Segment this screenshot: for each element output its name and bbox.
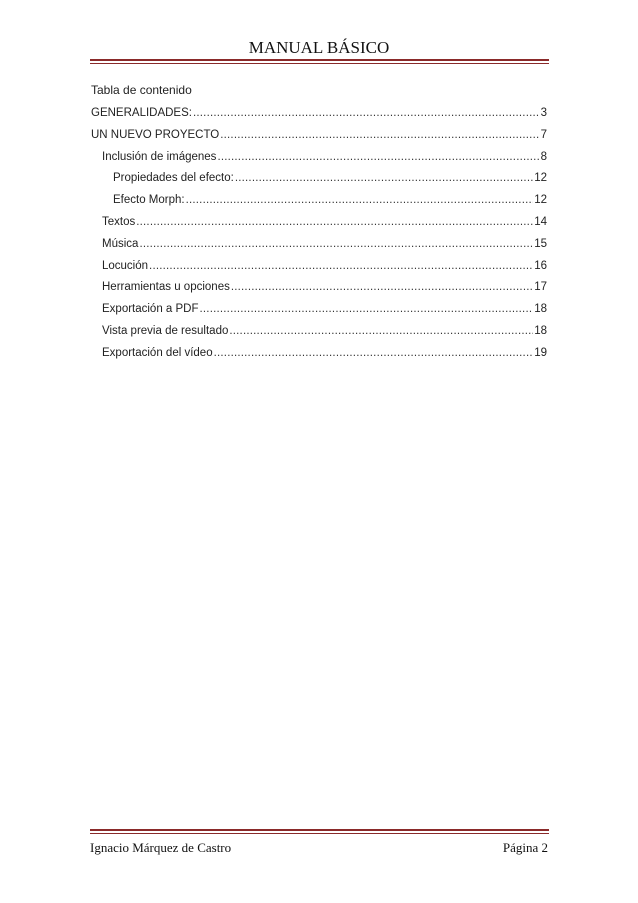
toc-entry-locucion[interactable] [91,260,547,282]
toc-leader [214,347,534,359]
footer-rule [90,829,549,834]
toc-entry-label: Herramientas u opciones [102,281,230,294]
toc-entry-label: Inclusión de imágenes [102,150,217,163]
toc-leader [193,107,540,119]
toc-entry-efecto-morph[interactable] [91,194,547,216]
toc-entry-propiedades-efecto[interactable] [91,172,547,194]
toc-leader [217,151,539,163]
toc-entry-page: 12 [534,194,547,207]
toc-entry-label: Efecto Morph: [113,194,185,207]
toc-entry-page: 3 [540,107,547,119]
toc-leader [186,194,534,206]
toc-entry-inclusion-imagenes[interactable] [91,151,547,173]
toc-entry-page: 14 [534,215,547,228]
toc-entry-page: 8 [540,150,547,163]
toc-entry-label: Vista previa de resultado [102,324,229,337]
toc-entry-page: 16 [534,259,547,272]
footer-author: Ignacio Márquez de Castro [90,840,232,855]
toc-entry-label: Locución [102,259,149,272]
toc-entry-page: 18 [534,303,547,316]
toc-entry-label: Propiedades del efecto: [113,172,234,185]
toc-entry-label: GENERALIDADES: [91,107,192,119]
toc-entry-exportacion-pdf[interactable] [91,303,547,325]
toc-leader [200,303,534,315]
toc-leader [229,325,533,337]
toc-entry-label: UN NUEVO PROYECTO [91,128,220,141]
page-header-title: MANUAL BÁSICO [248,38,390,57]
toc-entry-label: Exportación del vídeo [102,346,213,359]
toc-title: Tabla de contenido [91,83,192,97]
table-of-contents [91,107,547,369]
header-rule [90,59,549,64]
toc-entry-label: Música [102,237,139,250]
toc-entry-herramientas[interactable] [91,281,547,303]
toc-entry-label: Textos [102,215,136,228]
toc-entry-musica[interactable] [91,238,547,260]
toc-leader [220,129,539,141]
toc-leader [139,238,533,250]
toc-entry-textos[interactable] [91,216,547,238]
toc-entry-generalidades[interactable] [91,107,547,129]
toc-entry-vista-previa[interactable] [91,325,547,347]
toc-entry-page: 18 [534,324,547,337]
toc-entry-page: 7 [540,128,547,141]
toc-entry-nuevo-proyecto[interactable] [91,129,547,151]
toc-leader [231,281,533,293]
toc-entry-page: 12 [534,172,547,185]
toc-leader [136,216,533,228]
toc-entry-page: 19 [534,346,547,359]
toc-entry-label: Exportación a PDF [102,303,199,316]
toc-leader [149,260,533,272]
toc-entry-page: 15 [534,237,547,250]
toc-leader [235,172,533,184]
footer-page-number: Página 2 [502,840,548,855]
toc-entry-exportacion-video[interactable] [91,347,547,369]
toc-entry-page: 17 [534,281,547,294]
